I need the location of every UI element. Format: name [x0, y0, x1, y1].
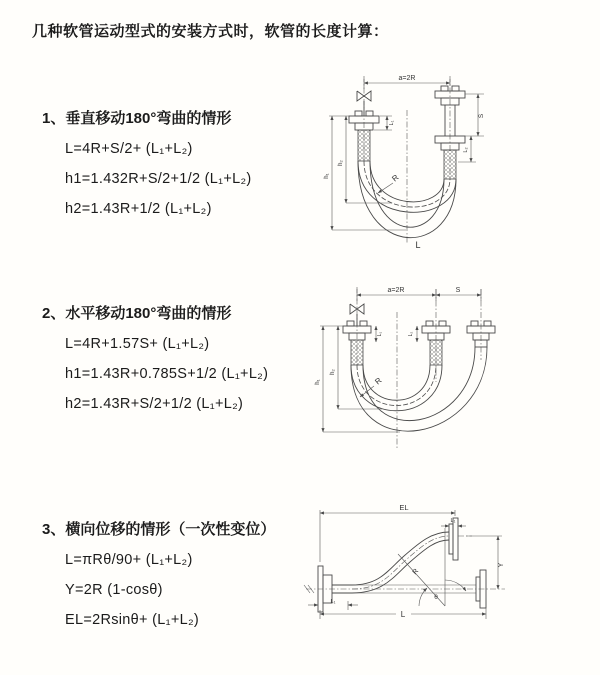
upper-flange	[449, 518, 472, 560]
dim-h2-label: h₂	[330, 369, 336, 375]
displaced-hose-s-curve	[352, 532, 449, 593]
formula-L: L=4R+1.57S+ (L₁+L₂)	[65, 336, 210, 352]
dimension-el	[320, 503, 455, 562]
dimension-l1	[376, 326, 383, 342]
formula-h1: h1=1.43R+0.785S+1/2 (L₁+L₂)	[65, 366, 269, 382]
diagram-lateral-displacement	[300, 502, 515, 647]
dim-l1-label: L₁	[389, 120, 395, 126]
section-3	[42, 515, 275, 635]
dim-l-label: L	[400, 610, 406, 619]
hose-u-curves	[351, 347, 487, 431]
page-title: 几种软管运动型式的安装方式时，软管的长度计算：	[32, 23, 389, 40]
dimension-s	[465, 94, 485, 136]
dimension-l2	[408, 326, 417, 342]
dim-l1-left-label: L₁	[330, 599, 336, 605]
pipe-centerlines	[357, 287, 481, 450]
angle-construction	[398, 528, 466, 606]
section-2-heading: 2、水平移动180°弯曲的情形	[42, 305, 232, 322]
radius-label: R	[373, 375, 384, 387]
dim-h2-label: h₂	[338, 160, 344, 166]
formula-h2: h2=1.43R+1/2 (L₁+L₂)	[65, 201, 212, 217]
section-1-heading: 1、垂直移动180°弯曲的情形	[42, 110, 232, 127]
section-3-heading: 3、横向位移的情形（一次性变位）	[42, 521, 276, 538]
dim-s-label: S	[478, 113, 485, 119]
dimension-a2r	[357, 287, 481, 301]
section-2	[42, 299, 268, 419]
dimension-l2	[458, 136, 476, 162]
dim-h1-label: h₁	[324, 173, 330, 179]
dim-l2-label: L₂	[408, 331, 414, 337]
formula-h2: h2=1.43R+S/2+1/2 (L₁+L₂)	[65, 396, 244, 412]
section-1	[42, 104, 252, 224]
left-pipe-flange	[343, 321, 371, 365]
dimension-l1-left	[308, 599, 358, 610]
dim-el-label: EL	[399, 503, 409, 512]
dimension-a2r	[364, 75, 450, 89]
radius-label: R	[390, 172, 401, 184]
pipe-centerlines	[364, 76, 450, 243]
dim-a2r-label: a=2R	[387, 287, 405, 294]
dimension-l1-top	[441, 518, 466, 526]
dim-l1-label: L₁	[377, 331, 383, 337]
dim-h1-label: h₁	[315, 379, 321, 385]
axis-centerline	[304, 585, 505, 593]
formula-L: L=4R+S/2+ (L₁+L₂)	[65, 141, 193, 157]
dim-s-label: S	[455, 287, 461, 294]
formula-L: L=πRθ/90+ (L₁+L₂)	[65, 552, 193, 568]
dimension-l	[320, 598, 486, 619]
diagram-horizontal-180-bend	[312, 282, 547, 460]
formula-Y: Y=2R (1-cosθ)	[65, 582, 163, 598]
formula-EL: EL=2Rsinθ+ (L₁+L₂)	[65, 612, 200, 628]
dimension-y	[466, 536, 505, 589]
dim-a2r-label: a=2R	[398, 75, 416, 82]
radius-label: R	[411, 567, 421, 577]
dimension-s	[436, 287, 481, 295]
valve-icon	[357, 91, 371, 116]
length-label: L	[415, 240, 421, 250]
formula-h1: h1=1.432R+S/2+1/2 (L₁+L₂)	[65, 171, 252, 187]
angle-theta-label: θ	[434, 594, 438, 601]
dim-l1-top-label: L₁	[450, 518, 456, 524]
radius-callout	[360, 376, 384, 397]
dim-y-label: Y	[498, 562, 505, 568]
dim-l2-label: L₂	[463, 147, 469, 153]
diagram-vertical-180-bend	[314, 70, 549, 255]
